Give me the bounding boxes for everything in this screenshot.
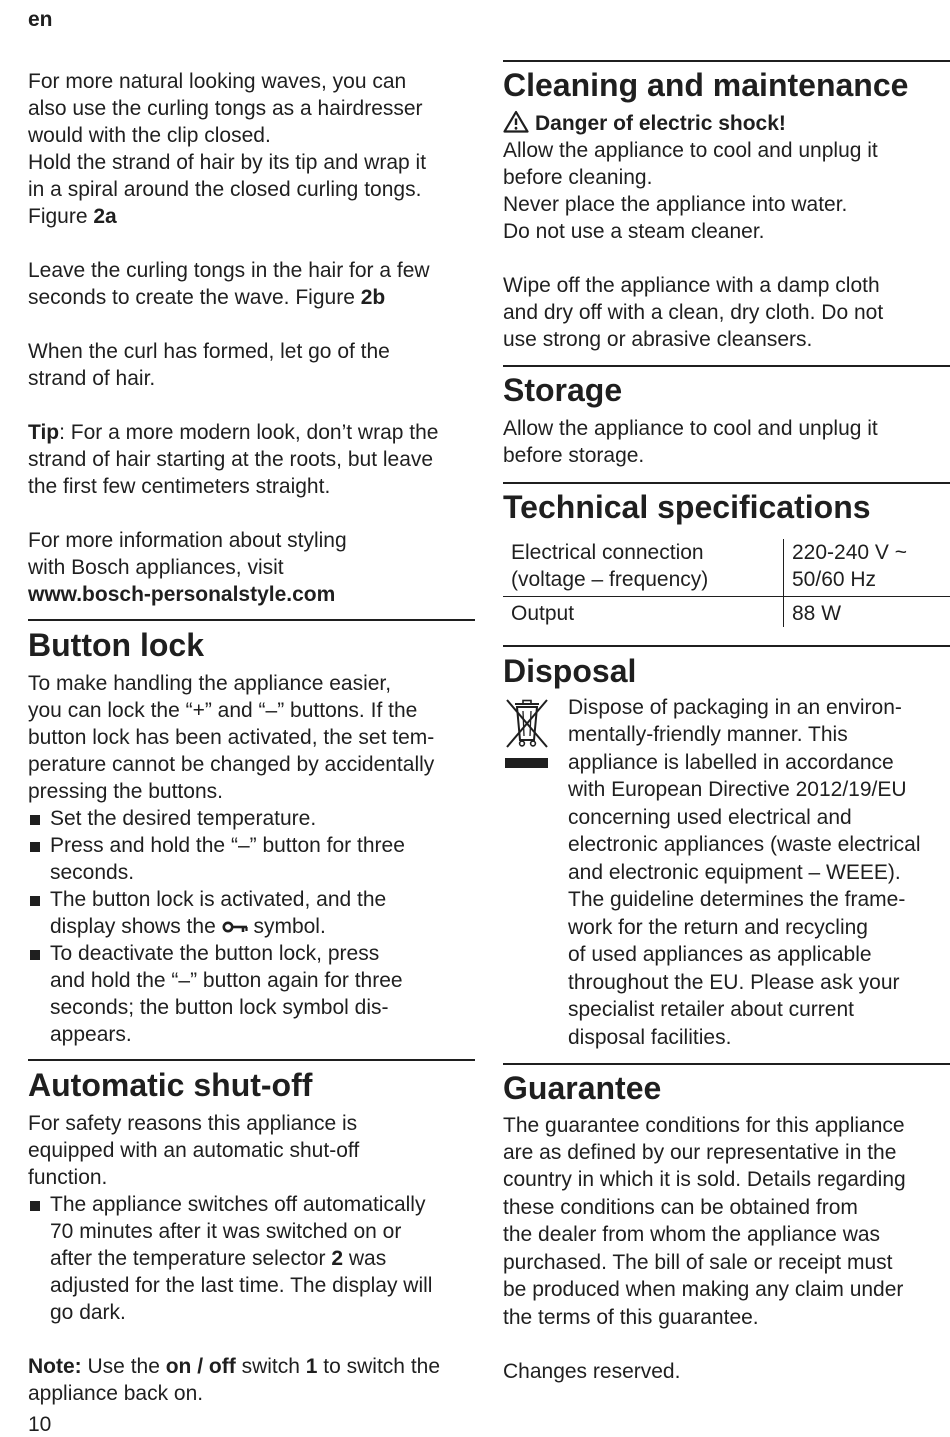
intro-line: would with the clip closed.: [28, 124, 271, 147]
table-row: [503, 597, 950, 628]
leave-line: [28, 284, 385, 311]
disposal-line: concerning used electrical and: [568, 806, 852, 829]
cleaning-line: Allow the appliance to cool and unplug it: [503, 139, 878, 162]
bullet-text: after the temperature selector: [50, 1247, 326, 1270]
key-lock-icon: [222, 920, 248, 934]
section-divider: [503, 482, 950, 484]
storage-line: Allow the appliance to cool and unplug it: [503, 417, 878, 440]
disposal-heading: Disposal: [503, 653, 637, 689]
info-line: For more information about styling: [28, 529, 347, 552]
bullet-square-icon: [30, 950, 40, 960]
guarantee-line: these conditions can be obtained from: [503, 1196, 858, 1219]
tip-line: strand of hair starting at the roots, but leave: [28, 448, 434, 471]
figure-number: 2b: [360, 286, 386, 309]
website-link[interactable]: www.bosch-personalstyle.com: [28, 583, 336, 606]
bullet-text: display shows the: [50, 915, 216, 938]
guarantee-line: country in which it is sold. Details regarding: [503, 1168, 906, 1191]
guarantee-heading: Guarantee: [503, 1070, 662, 1106]
section-divider: [503, 60, 950, 62]
info-line: with Bosch appliances, visit: [28, 556, 284, 579]
spec-label-line: Electrical connection: [511, 541, 704, 564]
leave-line: Leave the curling tongs in the hair for a few: [28, 259, 430, 282]
bullet-text: Press and hold the “–” button for three: [50, 834, 405, 857]
figure-label: Figure: [28, 205, 88, 228]
guarantee-line: are as defined by our representative in the: [503, 1141, 897, 1164]
intro-line: in a spiral around the closed curling tongs.: [28, 178, 422, 201]
spec-label: [503, 539, 784, 597]
guarantee-line: The guarantee conditions for this appliance: [503, 1114, 905, 1137]
button-lock-line: button lock has been activated, the set tem-: [28, 726, 435, 749]
tech-spec-table: [503, 539, 950, 627]
leave-text: seconds to create the wave.: [28, 286, 290, 309]
disposal-line: of used appliances as applicable: [568, 943, 872, 966]
bullet-text: To deactivate the button lock, press: [50, 942, 380, 965]
selector-number: 2: [331, 1247, 344, 1270]
guarantee-line: the terms of this guarantee.: [503, 1306, 759, 1329]
note-label: Note:: [28, 1355, 82, 1378]
bullet-square-icon: [30, 815, 40, 825]
note-switch-number: 1: [305, 1355, 318, 1378]
bullet-text: The button lock is activated, and the: [50, 888, 387, 911]
section-divider: [503, 365, 950, 367]
figure-number: 2a: [93, 205, 117, 228]
cleaning-heading: Cleaning and maintenance: [503, 67, 909, 103]
cleaning-line: Do not use a steam cleaner.: [503, 220, 765, 243]
bullet-continuation: seconds.: [50, 861, 135, 884]
note-text: to switch the: [323, 1355, 441, 1378]
disposal-line: throughout the EU. Please ask your: [568, 971, 900, 994]
disposal-line: disposal facilities.: [568, 1026, 732, 1049]
intro-line: also use the curling tongs as a hairdresser: [28, 97, 423, 120]
section-divider: [28, 619, 475, 621]
auto-shutoff-line: function.: [28, 1166, 108, 1189]
bullet-continuation: [50, 913, 326, 940]
danger-warning: [503, 110, 786, 137]
disposal-line: mentally-friendly manner. This: [568, 723, 848, 746]
figure-label: Figure: [295, 286, 355, 309]
disposal-line: with European Directive 2012/19/EU: [568, 778, 907, 801]
bullet-square-icon: [30, 842, 40, 852]
changes-reserved: Changes reserved.: [503, 1360, 681, 1383]
bullet-square-icon: [30, 896, 40, 906]
note-line: [28, 1353, 440, 1380]
guarantee-line: the dealer from whom the appliance was: [503, 1223, 881, 1246]
figure-ref-2a: [28, 203, 117, 230]
cleaning-line: before cleaning.: [503, 166, 653, 189]
disposal-line: specialist retailer about current: [568, 998, 854, 1021]
intro-line: Hold the strand of hair by its tip and wrap it: [28, 151, 427, 174]
warning-triangle-icon: [503, 110, 529, 133]
section-divider: [503, 645, 950, 647]
auto-shutoff-line: equipped with an automatic shut-off: [28, 1139, 360, 1162]
note-line: appliance back on.: [28, 1382, 204, 1405]
spec-value-line: 220-240 V ~: [792, 541, 908, 564]
bullet-text: was: [348, 1247, 387, 1270]
spec-label: Output: [503, 597, 784, 628]
tip-label: Tip: [28, 421, 60, 444]
note-text: switch: [241, 1355, 300, 1378]
disposal-line: Dispose of packaging in an environ-: [568, 696, 902, 719]
page-number: 10: [28, 1413, 52, 1436]
bullet-continuation: and hold the “–” button again for three: [50, 969, 403, 992]
spec-value: [784, 539, 950, 597]
curl-line: strand of hair.: [28, 367, 156, 390]
curl-line: When the curl has formed, let go of the: [28, 340, 390, 363]
cleaning-line: use strong or abrasive cleansers.: [503, 328, 813, 351]
note-switch-label: on / off: [165, 1355, 236, 1378]
cleaning-line: and dry off with a clean, dry cloth. Do not: [503, 301, 884, 324]
guarantee-line: purchased. The bill of sale or receipt must: [503, 1251, 893, 1274]
bullet-text: Set the desired temperature.: [50, 807, 317, 830]
bullet-text: The appliance switches off automatically: [50, 1193, 426, 1216]
auto-shutoff-heading: Automatic shut-off: [28, 1067, 313, 1103]
disposal-line: work for the return and recycling: [568, 916, 868, 939]
cleaning-line: Never place the appliance into water.: [503, 193, 848, 216]
button-lock-line: you can lock the “+” and “–” buttons. If the: [28, 699, 418, 722]
storage-heading: Storage: [503, 372, 623, 408]
disposal-line: and electronic equipment – WEEE).: [568, 861, 901, 884]
section-divider: [503, 1063, 950, 1065]
weee-crossed-bin-icon: [503, 698, 551, 750]
intro-line: For more natural looking waves, you can: [28, 70, 407, 93]
tech-spec-heading: Technical specifications: [503, 489, 871, 525]
cleaning-line: Wipe off the appliance with a damp cloth: [503, 274, 880, 297]
spec-value: 88 W: [792, 602, 842, 625]
button-lock-line: To make handling the appliance easier,: [28, 672, 392, 695]
bullet-continuation: 70 minutes after it was switched on or: [50, 1220, 402, 1243]
table-row: [503, 539, 950, 597]
bullet-square-icon: [30, 1201, 40, 1211]
bullet-continuation: appears.: [50, 1023, 132, 1046]
note-text: Use the: [87, 1355, 160, 1378]
spec-value-line: 50/60 Hz: [792, 568, 877, 591]
disposal-line: The guideline determines the frame-: [568, 888, 906, 911]
disposal-line: electronic appliances (waste electrical: [568, 833, 921, 856]
bullet-continuation: [50, 1245, 386, 1272]
warning-text: Danger of electric shock!: [535, 112, 786, 135]
section-divider: [28, 1059, 475, 1061]
button-lock-heading: Button lock: [28, 627, 204, 663]
tip-line: [28, 419, 438, 446]
bullet-continuation: adjusted for the last time. The display will: [50, 1274, 433, 1297]
disposal-line: appliance is labelled in accordance: [568, 751, 894, 774]
tip-text: : For a more modern look, don’t wrap the: [59, 421, 439, 444]
button-lock-line: pressing the buttons.: [28, 780, 223, 803]
language-label: en: [28, 8, 53, 31]
tip-line: the first few centimeters straight.: [28, 475, 331, 498]
bullet-continuation: seconds; the button lock symbol dis-: [50, 996, 389, 1019]
storage-line: before storage.: [503, 444, 645, 467]
auto-shutoff-line: For safety reasons this appliance is: [28, 1112, 358, 1135]
bullet-text: symbol.: [253, 915, 326, 938]
button-lock-line: perature cannot be changed by accidentally: [28, 753, 435, 776]
guarantee-line: be produced when making any claim under: [503, 1278, 904, 1301]
spec-label-line: (voltage – frequency): [511, 568, 709, 591]
bullet-continuation: go dark.: [50, 1301, 126, 1324]
weee-bar-icon: [505, 758, 548, 768]
